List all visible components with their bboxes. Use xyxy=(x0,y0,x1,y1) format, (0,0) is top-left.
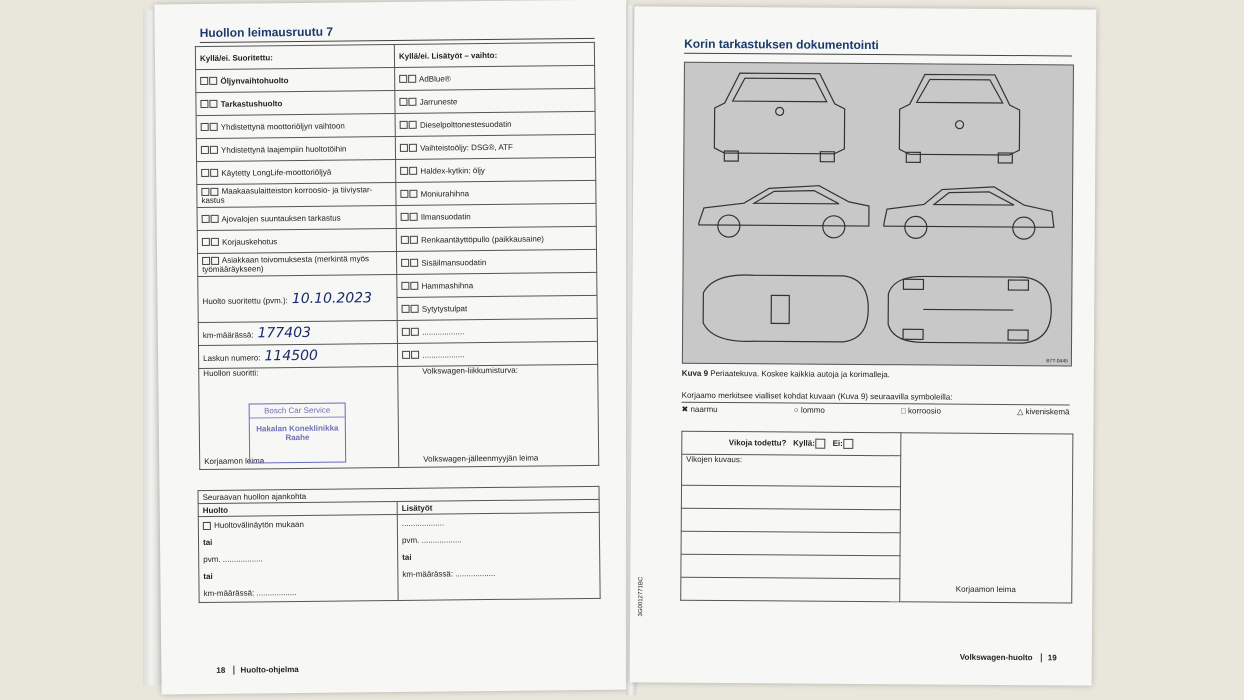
workshop-stamp-label: Korjaamon leima xyxy=(900,433,1073,603)
checkbox[interactable] xyxy=(411,328,419,336)
title-rule xyxy=(684,53,1072,57)
checkbox[interactable] xyxy=(203,522,211,530)
blank-line: ................... xyxy=(422,326,465,337)
km-blank: km-määrässä: .................. xyxy=(402,568,496,579)
page-number: 18 xyxy=(216,665,226,675)
next-col2-header: Lisätyöt xyxy=(397,499,599,514)
yes-label: Kyllä: xyxy=(793,438,815,448)
row-label: Renkaantäyttöpullo (paikkausaine) xyxy=(421,233,544,245)
page-footer xyxy=(960,653,1057,663)
description-line[interactable] xyxy=(681,531,900,556)
right-title: Korin tarkastuksen dokumentointi xyxy=(684,36,879,53)
checkbox[interactable] xyxy=(410,259,418,267)
checkbox[interactable] xyxy=(408,75,416,83)
document-code: 3G0012771BC xyxy=(638,576,645,617)
left-title: Huollon leimausruutu 7 xyxy=(199,24,334,41)
page-footer xyxy=(216,665,298,675)
stamp-line: Bosch Car Service xyxy=(250,404,345,419)
row-label: Maakaasulaitteiston korroosio- ja tiiviystar-kastus xyxy=(201,185,373,206)
checkbox[interactable] xyxy=(400,167,408,175)
row-label: Yhdistettynä moottoriöljyn vaihtoon xyxy=(220,121,345,132)
checkbox[interactable] xyxy=(408,98,416,106)
checkbox[interactable] xyxy=(401,282,409,290)
invoice-value[interactable]: 114500 xyxy=(264,347,318,365)
page-number: 19 xyxy=(1041,653,1057,662)
workshop-stamp xyxy=(249,403,347,464)
service-date-label: Huolto suoritettu (pvm.): xyxy=(202,295,288,306)
symbol-instructions: Korjaamo merkitsee vialliset kohdat kuvaan (Kuva 9) seuraavilla symboleilla: xyxy=(682,391,1070,406)
checkbox[interactable] xyxy=(410,282,418,290)
checkbox[interactable] xyxy=(211,238,219,246)
checkbox[interactable] xyxy=(200,100,208,108)
checkbox[interactable] xyxy=(409,121,417,129)
dealer-stamp-label: Volkswagen-jälleenmyyjän leima xyxy=(423,453,539,464)
symbol-legend xyxy=(682,405,1070,417)
caption-label: Kuva 9 xyxy=(681,368,709,378)
or-label: tai xyxy=(402,552,412,562)
page-section: Huolto-ohjelma xyxy=(233,665,298,675)
defects-question xyxy=(682,431,901,456)
mobility-label: Volkswagen-liikkumisturva: xyxy=(422,365,518,376)
symbol-label: lommo xyxy=(800,405,825,415)
row-label: Sytytystulpat xyxy=(421,303,468,314)
row-label: Yhdistettynä laajempiin huoltotöihin xyxy=(220,143,347,155)
date-blank: pvm. .................. xyxy=(401,535,462,545)
checkbox[interactable] xyxy=(402,328,410,336)
checkbox[interactable] xyxy=(411,305,419,313)
checkbox[interactable] xyxy=(410,236,418,244)
row-label: Ajovalojen suuntauksen tarkastus xyxy=(221,213,341,224)
checkbox[interactable] xyxy=(402,305,410,313)
symbol-label: kiveniskemä xyxy=(1025,407,1070,417)
invoice-label: Laskun numero: xyxy=(203,353,261,363)
no-label: Ei: xyxy=(832,438,843,448)
next-col1-header: Huolto xyxy=(198,501,397,516)
or-label: tai xyxy=(202,537,213,548)
defects-description-label: Vikojen kuvaus: xyxy=(682,454,901,487)
row-label: Öljynvaihtohuolto xyxy=(220,75,289,86)
checkbox[interactable] xyxy=(400,121,408,129)
checkbox[interactable] xyxy=(410,213,418,221)
symbol-label: naarmu xyxy=(690,404,718,414)
scratch-symbol: ✖ naarmu xyxy=(681,404,718,414)
defects-table xyxy=(680,431,1073,604)
checkbox[interactable] xyxy=(210,169,218,177)
row-label: Ilmansuodatin xyxy=(420,211,471,222)
checkbox[interactable] xyxy=(200,77,208,85)
page-section: Volkswagen-huolto xyxy=(959,652,1033,663)
dent-symbol: ○ lommo xyxy=(793,405,825,415)
km-value[interactable]: 177403 xyxy=(257,324,312,342)
row-label: Vaihteistoöljy: DSG®, ATF xyxy=(420,142,513,153)
defects-label: Vikoja todettu? xyxy=(728,438,787,448)
checkbox[interactable] xyxy=(401,236,409,244)
row-label: Moniurahihna xyxy=(420,188,470,199)
corrosion-symbol: □ korroosio xyxy=(900,406,942,416)
workshop-stamp-label: Korjaamon leima xyxy=(204,456,265,466)
checkbox[interactable] xyxy=(202,257,210,265)
description-line[interactable] xyxy=(681,508,900,533)
checkbox[interactable] xyxy=(402,351,410,359)
blank-line: ................... xyxy=(422,349,465,360)
checkbox[interactable] xyxy=(210,123,218,131)
chip-symbol: △ kiveniskemä xyxy=(1017,407,1070,417)
next-service-title: Seuraavan huollon ajankohta xyxy=(198,486,599,503)
performed-by-label: Huollon suoritti: xyxy=(203,368,259,378)
checkbox[interactable] xyxy=(401,259,409,267)
row-label: Asiakkaan toivomuksesta (merkintä myös työmääräykseen) xyxy=(202,254,370,275)
checkbox[interactable] xyxy=(209,77,217,85)
description-line[interactable] xyxy=(681,485,900,510)
checkbox[interactable] xyxy=(202,238,210,246)
checkbox[interactable] xyxy=(201,169,209,177)
service-date-value[interactable]: 10.10.2023 xyxy=(291,289,373,307)
checkbox[interactable] xyxy=(202,215,210,223)
col2-header: Kyllä/ei. Lisätyöt – vaihto: xyxy=(394,42,594,67)
checkbox[interactable] xyxy=(209,100,217,108)
row-label: Hammashihna xyxy=(421,280,474,291)
row-label: Haldex-kytkin: öljy xyxy=(420,165,485,176)
checkbox[interactable] xyxy=(211,257,219,265)
row-label: Tarkastushuolto xyxy=(220,98,283,109)
figure-code: B7T-0445 xyxy=(1046,358,1068,365)
km-blank: km-määrässä: .................. xyxy=(203,588,297,599)
km-label: km-määrässä: xyxy=(202,330,254,341)
left-page xyxy=(154,0,633,694)
date-blank: pvm. .................. xyxy=(203,554,263,565)
checkbox[interactable] xyxy=(399,75,407,83)
no-checkbox[interactable] xyxy=(843,439,853,449)
checkbox[interactable] xyxy=(400,190,408,198)
description-line[interactable] xyxy=(681,577,900,602)
checkbox[interactable] xyxy=(201,188,209,196)
blank-line: ................... xyxy=(401,518,445,528)
checkbox[interactable] xyxy=(201,146,209,154)
stamp-line: Hakalan Koneklinikka xyxy=(256,423,339,434)
next-item-label: Huoltovälinäytön mukaan xyxy=(214,519,304,530)
checkbox[interactable] xyxy=(211,215,219,223)
symbol-label: korroosio xyxy=(908,406,942,416)
stamp-line: Raahe xyxy=(285,432,310,443)
checkbox[interactable] xyxy=(399,98,407,106)
row-label: Korjauskehotus xyxy=(222,236,278,247)
right-page xyxy=(630,6,1097,685)
row-label: Jarruneste xyxy=(419,96,458,107)
checkbox[interactable] xyxy=(400,144,408,152)
checkbox[interactable] xyxy=(210,188,218,196)
row-label: Käytetty LongLife-moottoriöljyä xyxy=(221,167,332,178)
checkbox[interactable] xyxy=(401,213,409,221)
checkbox[interactable] xyxy=(409,190,417,198)
car-outline-drawing xyxy=(683,63,1073,366)
checkbox[interactable] xyxy=(210,146,218,154)
row-label: AdBlue® xyxy=(418,73,451,84)
checkbox[interactable] xyxy=(411,351,419,359)
description-line[interactable] xyxy=(681,554,900,579)
or-label: tai xyxy=(203,571,213,582)
row-label: Sisäilmansuodatin xyxy=(421,257,487,268)
checkbox[interactable] xyxy=(409,144,417,152)
car-diagram xyxy=(682,62,1074,367)
row-label: Dieselpolttonestesuodatin xyxy=(419,119,512,130)
checkbox[interactable] xyxy=(201,123,209,131)
col1-header: Kyllä/ei. Suoritettu: xyxy=(195,44,394,69)
next-service-table xyxy=(197,486,600,603)
figure-caption xyxy=(682,369,890,379)
yes-checkbox[interactable] xyxy=(815,439,825,449)
checkbox[interactable] xyxy=(409,167,417,175)
caption-text: Periaatekuva. Koskee kaikkia autoja ja korimalleja. xyxy=(710,368,890,380)
